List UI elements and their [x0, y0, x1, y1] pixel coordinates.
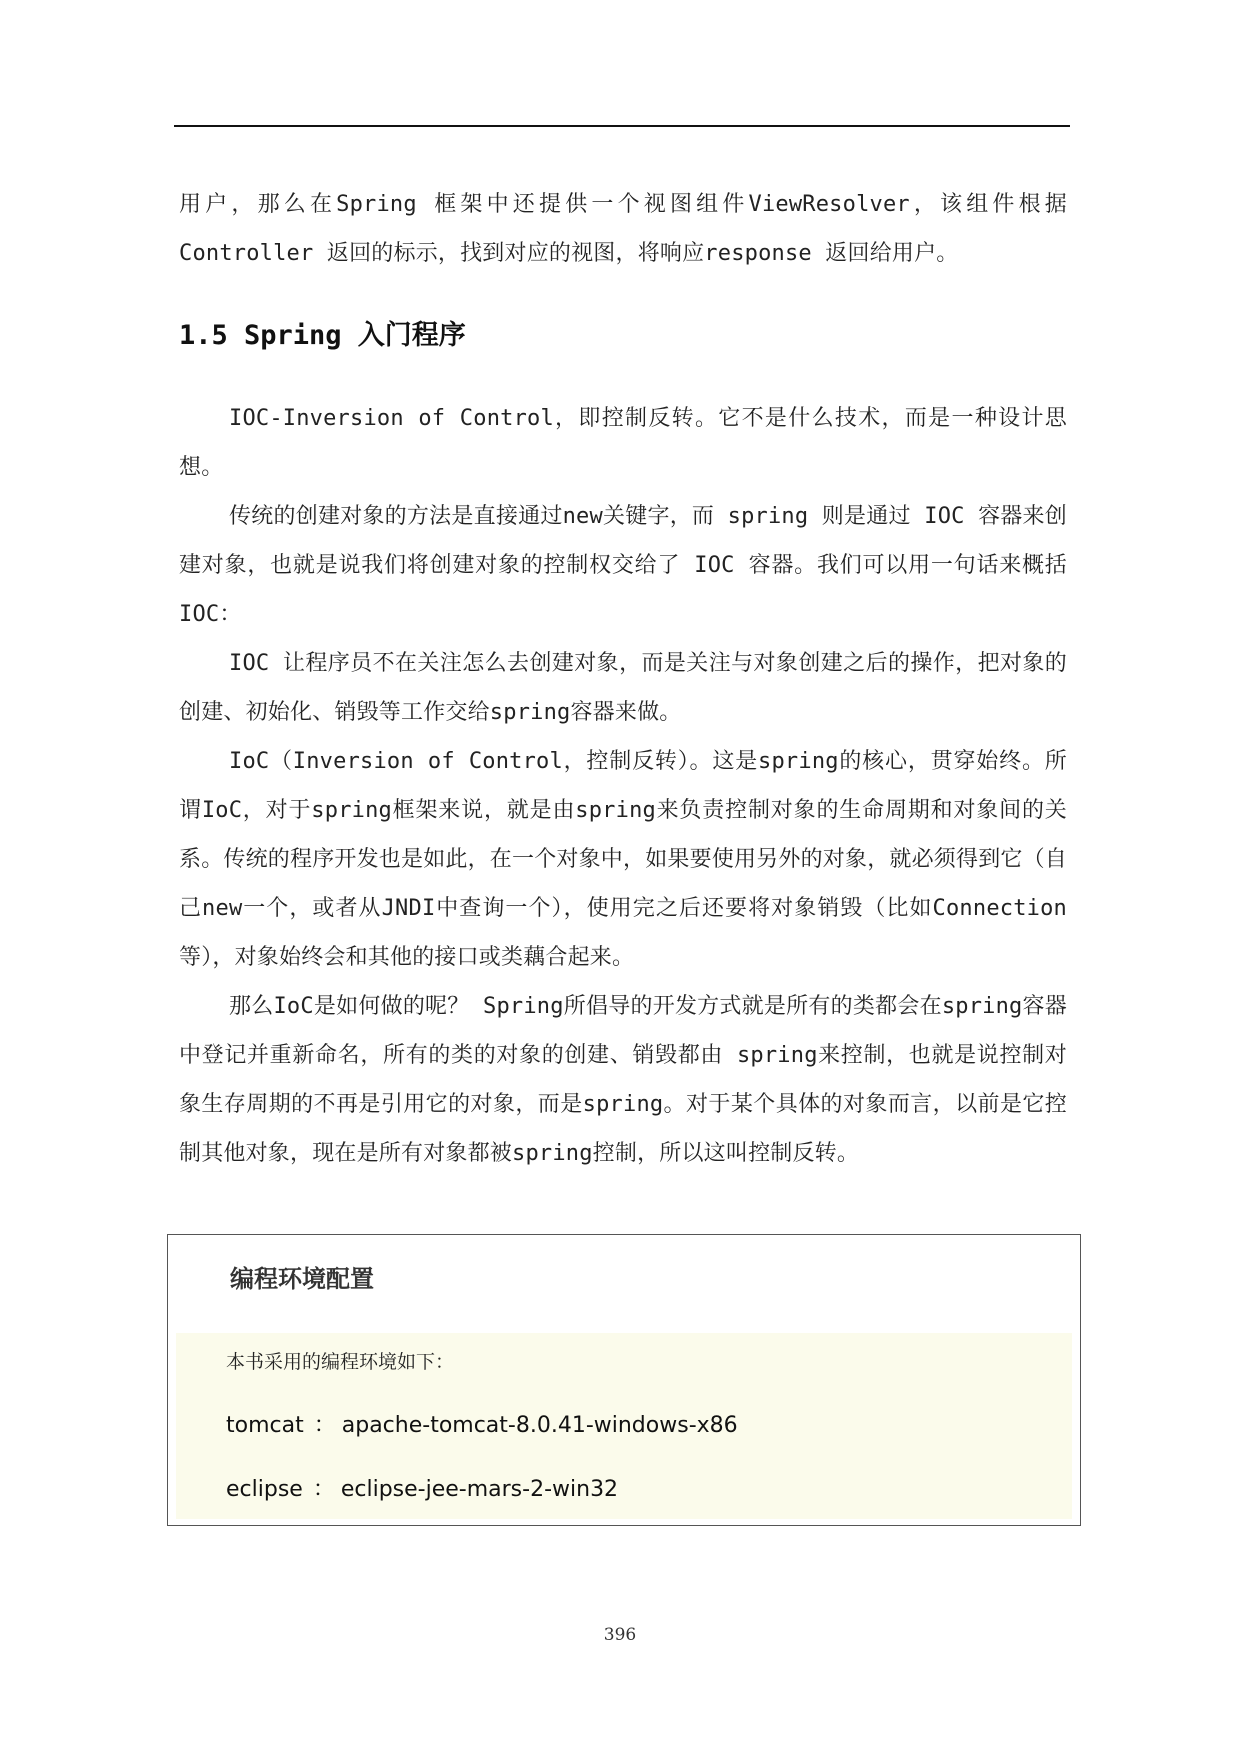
page-number: 396: [603, 1625, 637, 1645]
env-row-eclipse: [226, 1472, 618, 1503]
header-rule: [174, 125, 1070, 127]
paragraph-ioc-how: 那么IoC是如何做的呢？ Spring所倡导的开发方式就是所有的类都会在spring容器中登记并重新命名，所有的类的对象的创建、销毁都由 spring来控制，也就是说控制对象生存周期的不再是引用它的对象，而是spring。对于某个具体的对象而言，以前是它控制其他对象，现在是所有对象都被spring控制，所以这叫控制反转。: [179, 994, 1067, 1166]
environment-config-title: 编程环境配置: [230, 1265, 374, 1293]
env-separator: ：: [312, 1477, 335, 1502]
env-value: eclipse-jee-mars-2-win32: [340, 1477, 619, 1502]
page-body: [179, 180, 1067, 1178]
environment-config-body: [176, 1333, 1072, 1519]
env-row-tomcat: [226, 1408, 738, 1439]
env-name: eclipse: [226, 1477, 303, 1502]
environment-config-intro: 本书采用的编程环境如下：: [226, 1351, 455, 1373]
environment-config-box: [167, 1234, 1081, 1526]
paragraph-ioc-summary: IOC 让程序员不在关注怎么去创建对象，而是关注与对象创建之后的操作，把对象的创建、初始化、销毁等工作交给spring容器来做。: [179, 651, 1067, 725]
env-name: tomcat: [226, 1413, 304, 1438]
section-heading: 1.5 Spring 入门程序: [179, 320, 466, 351]
env-separator: ：: [313, 1413, 336, 1438]
paragraph-ioc-core: IoC（Inversion of Control，控制反转）。这是spring的核心，贯穿始终。所谓IoC，对于spring框架来说，就是由spring来负责控制对象的生命周期和对象间的关系。传统的程序开发也是如此，在一个对象中，如果要使用另外的对象，就必须得到它（自己new一个，或者从JNDI中查询一个），使用完之后还要将对象销毁（比如Connection等），对象始终会和其他的接口或类藕合起来。: [179, 749, 1068, 970]
env-value: apache-tomcat-8.0.41-windows-x86: [341, 1413, 738, 1438]
paragraph-traditional-creation: 传统的创建对象的方法是直接通过new关键字，而 spring 则是通过 IOC 容器来创建对象，也就是说我们将创建对象的控制权交给了 IOC 容器。我们可以用一句话来概括 IOC：: [179, 504, 1067, 627]
paragraph-continued: 用户，那么在Spring 框架中还提供一个视图组件ViewResolver，该组件根据Controller 返回的标示，找到对应的视图，将响应response 返回给用户。: [179, 192, 1067, 266]
paragraph-ioc-definition: IOC-Inversion of Control，即控制反转。它不是什么技术，而是一种设计思想。: [179, 406, 1067, 480]
